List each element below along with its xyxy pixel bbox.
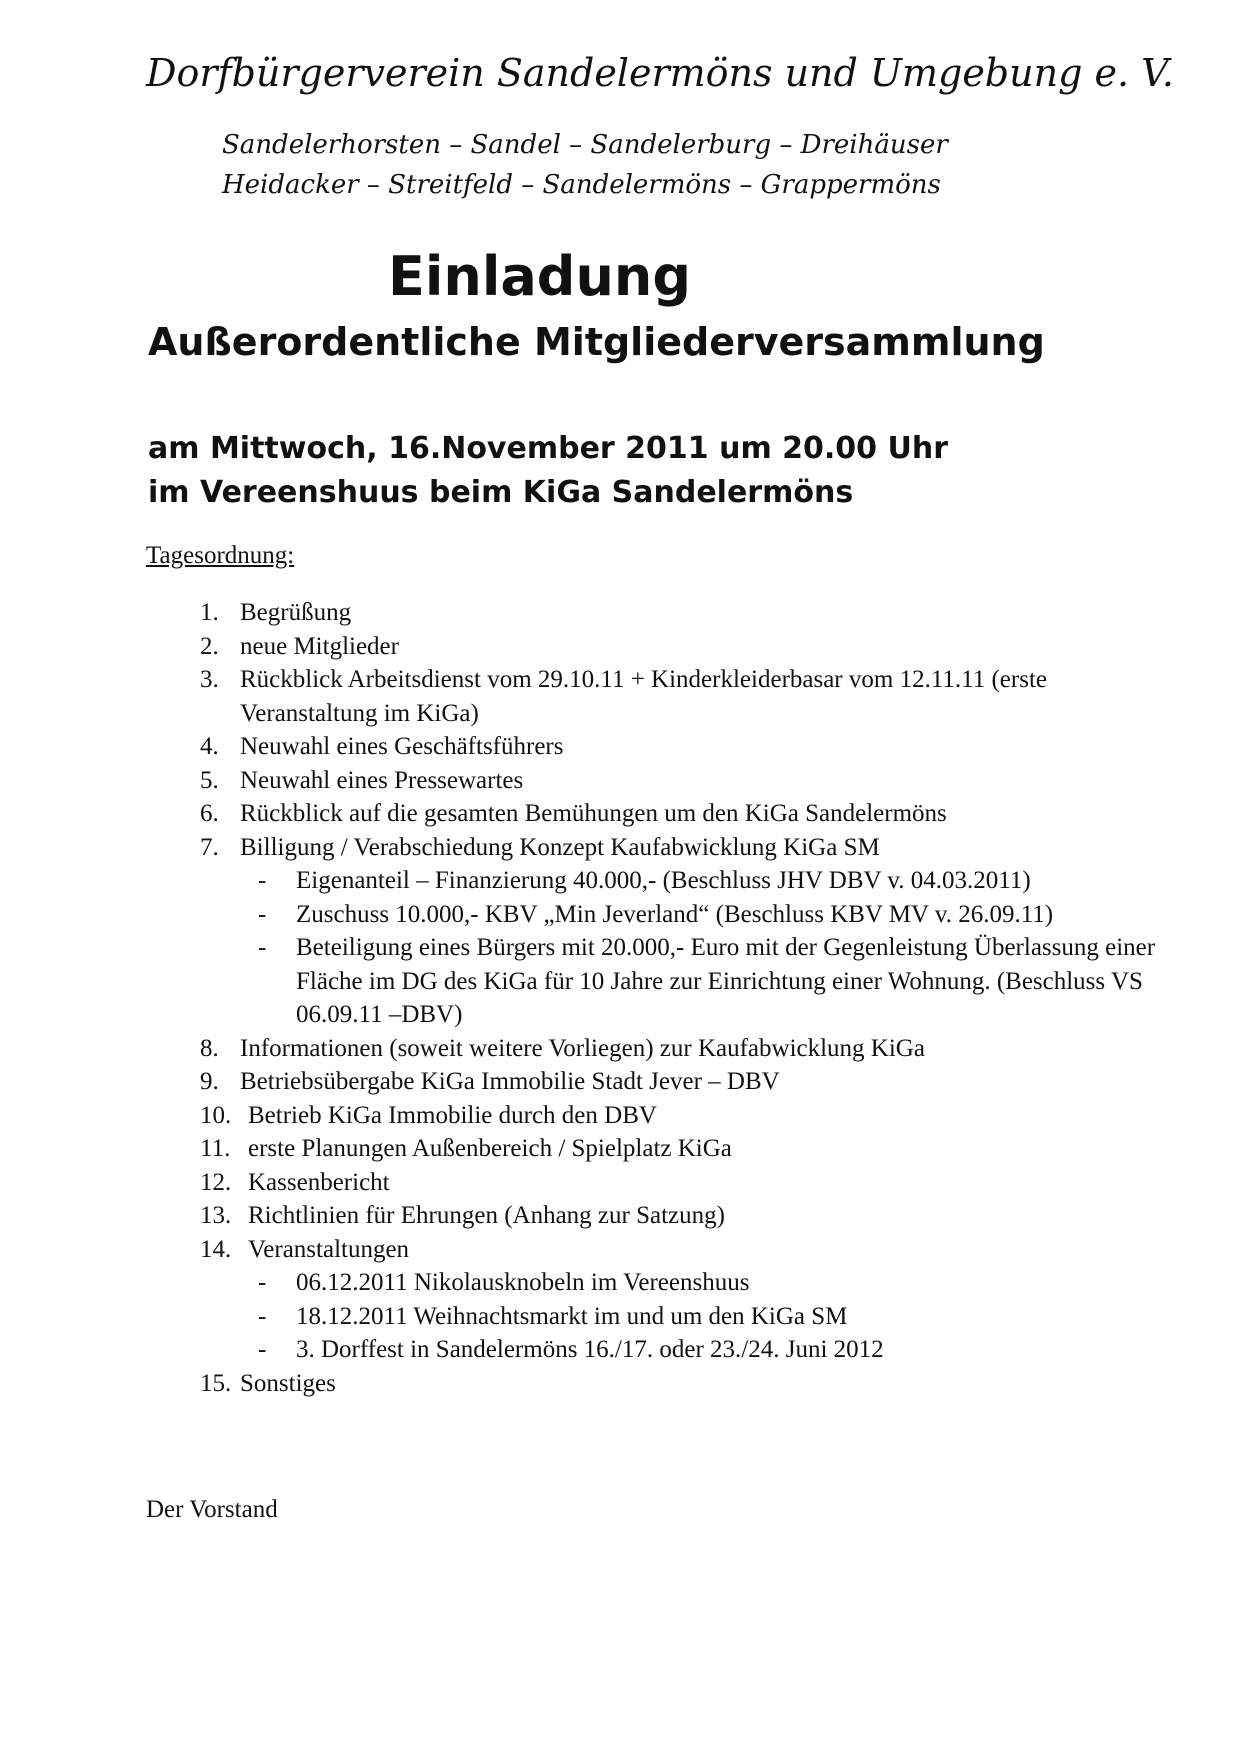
agenda-label: Tagesordnung: — [146, 542, 295, 569]
agenda-item-number: 8. — [200, 1034, 219, 1062]
agenda-subitem — [200, 898, 1160, 932]
dash-bullet: - — [258, 1302, 267, 1330]
agenda-item-number: 7. — [200, 833, 219, 861]
agenda-subitem — [200, 1333, 1160, 1367]
agenda-item-number: 12. — [200, 1168, 232, 1196]
agenda-item-1 — [200, 596, 1160, 630]
organization-name: Dorfbürgerverein Sandelermöns und Umgebung e. V. — [146, 51, 1175, 95]
agenda-subitem — [200, 931, 1160, 1032]
agenda-item-text: Kassenbericht — [248, 1168, 390, 1196]
agenda-item-text: Betriebsübergabe KiGa Immobilie Stadt Jever – DBV — [240, 1068, 780, 1095]
agenda-subitem — [200, 1266, 1160, 1300]
agenda-item-number: 11. — [200, 1135, 231, 1162]
agenda-item-number: 2. — [200, 632, 219, 660]
agenda-subitem-text: Beteiligung eines Bürgers mit 20.000,- Euro mit der Gegenleistung Überlassung einer Fläche im DG des KiGa für 10 Jahre zur Einrichtung einer Wohnung. (Beschluss VS 06.09.11 –DBV) — [296, 934, 1156, 1028]
agenda-item-4 — [200, 730, 1160, 764]
agenda-subitem-text: 18.12.2011 Weihnachtsmarkt im und um den KiGa SM — [296, 1302, 848, 1330]
agenda-item-text: Richtlinien für Ehrungen (Anhang zur Satzung) — [248, 1202, 725, 1229]
agenda-item-text: Sonstiges — [240, 1369, 336, 1397]
agenda-item-13 — [200, 1199, 1160, 1233]
agenda-item-text: Billigung / Verabschiedung Konzept Kaufabwicklung KiGa SM — [240, 833, 880, 861]
agenda-item-9 — [200, 1065, 1160, 1099]
places-line-2: Heidacker – Streitfeld – Sandelermöns – Grappermöns — [222, 170, 941, 200]
dash-bullet: - — [258, 934, 267, 961]
agenda-item-10 — [200, 1099, 1160, 1133]
agenda-item-14 — [200, 1233, 1160, 1267]
dash-bullet: - — [258, 867, 267, 894]
agenda-item-text: neue Mitglieder — [240, 632, 399, 660]
agenda-item-2 — [200, 630, 1160, 664]
agenda-item-8 — [200, 1032, 1160, 1066]
agenda-item-text: Neuwahl eines Pressewartes — [240, 766, 524, 794]
dash-bullet: - — [258, 900, 267, 928]
meeting-location: im Vereenshuus beim KiGa Sandelermöns — [148, 475, 854, 510]
invitation-title: Einladung — [388, 245, 691, 308]
agenda-subitem-text: Eigenanteil – Finanzierung 40.000,- (Beschluss JHV DBV v. 04.03.2011) — [296, 867, 1031, 894]
meeting-date: am Mittwoch, 16.November 2011 um 20.00 Uhr — [148, 431, 949, 466]
agenda-item-number: 15. — [200, 1369, 232, 1397]
agenda-item-text: Begrüßung — [240, 599, 352, 626]
agenda-item-number: 6. — [200, 800, 219, 827]
agenda-item-text: erste Planungen Außenbereich / Spielplatz KiGa — [248, 1135, 732, 1162]
agenda-subitem — [200, 1300, 1160, 1334]
agenda-subitem-text: 3. Dorffest in Sandelermöns 16./17. oder 23./24. Juni 2012 — [296, 1336, 884, 1363]
agenda-subitem — [200, 864, 1160, 898]
dash-bullet: - — [258, 1336, 267, 1363]
agenda-item-text: Neuwahl eines Geschäftsführers — [240, 733, 564, 760]
agenda-item-number: 10. — [200, 1101, 232, 1129]
agenda-item-text: Rückblick auf die gesamten Bemühungen um den KiGa Sandelermöns — [240, 800, 947, 827]
invitation-subtitle: Außerordentliche Mitgliederversammlung — [148, 320, 1045, 364]
agenda-item-text: Betrieb KiGa Immobilie durch den DBV — [248, 1101, 657, 1129]
agenda-item-12 — [200, 1166, 1160, 1200]
places-line-1: Sandelerhorsten – Sandel – Sandelerburg – Dreihäuser — [222, 130, 948, 160]
agenda-item-7 — [200, 831, 1160, 865]
agenda-subitem-text: Zuschuss 10.000,- KBV „Min Jeverland“ (Beschluss KBV MV v. 26.09.11) — [296, 900, 1054, 928]
agenda-item-number: 9. — [200, 1068, 219, 1095]
agenda-item-number: 5. — [200, 766, 219, 794]
agenda-item-text: Rückblick Arbeitsdienst vom 29.10.11 + Kinderkleiderbasar vom 12.11.11 (erste Veranstaltung im KiGa) — [240, 666, 1047, 727]
agenda-item-number: 4. — [200, 733, 219, 760]
agenda-item-text: Veranstaltungen — [248, 1235, 410, 1263]
agenda-item-5 — [200, 764, 1160, 798]
agenda-item-number: 1. — [200, 599, 219, 626]
agenda-subitem-text: 06.12.2011 Nikolausknobeln im Vereenshuus — [296, 1269, 750, 1296]
dash-bullet: - — [258, 1269, 267, 1296]
agenda-item-3 — [200, 663, 1160, 730]
agenda-item-11 — [200, 1132, 1160, 1166]
agenda-item-6 — [200, 797, 1160, 831]
signature: Der Vorstand — [146, 1496, 278, 1523]
agenda-item-text: Informationen (soweit weitere Vorliegen) zur Kaufabwicklung KiGa — [240, 1034, 925, 1062]
agenda-item-number: 14. — [200, 1235, 232, 1263]
agenda-item-number: 13. — [200, 1202, 232, 1229]
agenda-item-15 — [200, 1367, 1160, 1401]
agenda-list — [200, 596, 1160, 1400]
agenda-item-number: 3. — [200, 666, 219, 693]
